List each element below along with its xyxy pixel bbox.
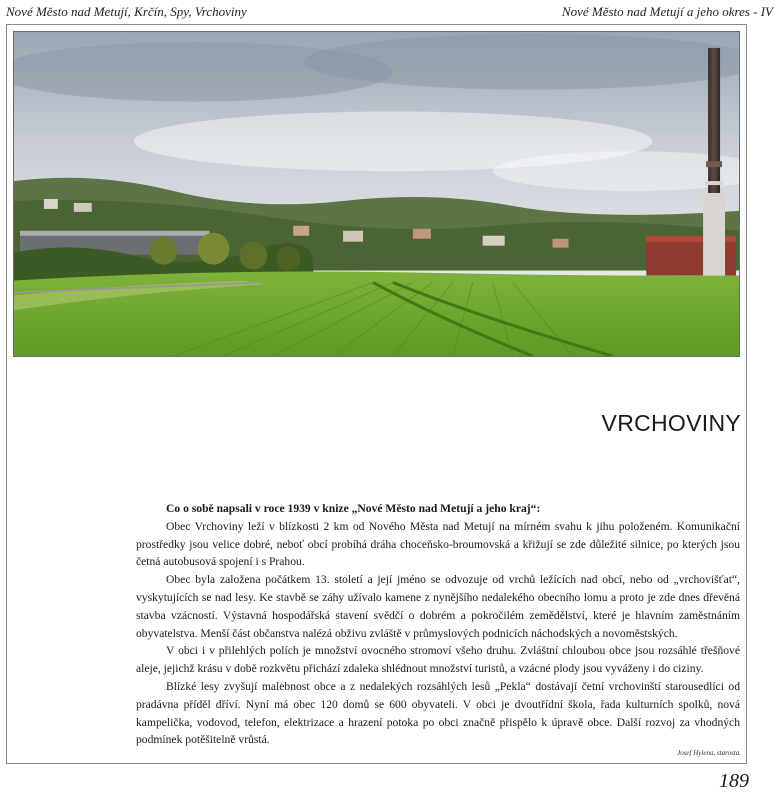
article-signature: Josef Hylena, starosta. [677,749,741,757]
page-number: 189 [719,770,749,792]
header-left-title: Nové Město nad Metují, Krčín, Spy, Vrchoviny [6,4,247,19]
article-lead: Co o sobě napsali v roce 1939 v knize „Nové Město nad Metují a jeho kraj“: [166,502,541,515]
header-right-title: Nové Město nad Metují a jeho okres - IV [561,4,773,19]
article-paragraph: V obci i v přilehlých polích je množství ovocného stromoví všeho druhu. Zvláštní chloubou obce jsou rozsáhlé třešňové aleje, jejichž krásu v době rozkvětu přichází zdaleka shlédnout množství turistů, a vzácné plody jsou vyváženy i do ciziny. [136,644,740,676]
article-body [136,500,740,749]
article-paragraph: Obec Vrchoviny leží v blízkosti 2 km od Nového Města nad Metují na mírném svahu k jihu položeném. Komunikační prostředky jsou velice dobré, neboť obcí probíhá dráha choceňsko-broumovská a křižují se zde důležité silnice, po kterých jsou četná autobusová spojení i s Prahou. [136,519,740,569]
section-title: VRCHOVINY [601,410,741,436]
running-header [6,4,773,20]
landscape-illustration [14,32,739,356]
article-paragraph: Obec byla založena počátkem 13. století a její jméno se odvozuje od vrchů ležících nad obcí, nebo od „vrchovišťat“, vyskytujících se nad lesy. Ke stavbě se záhy užívalo kamene z nynějšího nedalekého obecního lomu a proto je zde dnes dřevěná stavba vzácností. Výstavná hospodářská stavení svědčí o dobrém a pokročilém zemědělství, které je hlavním zaměstnáním obyvatelstva. Menší část občanstva nalézá obživu zvláště v průmyslových podnicích náchodských a novoměstských. [136,573,740,640]
landscape-photo [13,31,740,357]
article-paragraph: Blízké lesy zvyšují malebnost obce a z nedalekých rozsáhlých lesů „Pekla“ dostávají četní vrchovinští starousedlíci od pradávna příděl dříví. Nyní má obec 120 domů se 600 obyvateli. V obci je dvoutřídní škola, řada kulturních spolků, nová kampelička, vodovod, telefon, elektrizace a hrazení potoka po obci značně přispělo k úpravě obce. Další rozvoj za vhodných podmínek potěšitelně vrůstá. [136,679,740,747]
